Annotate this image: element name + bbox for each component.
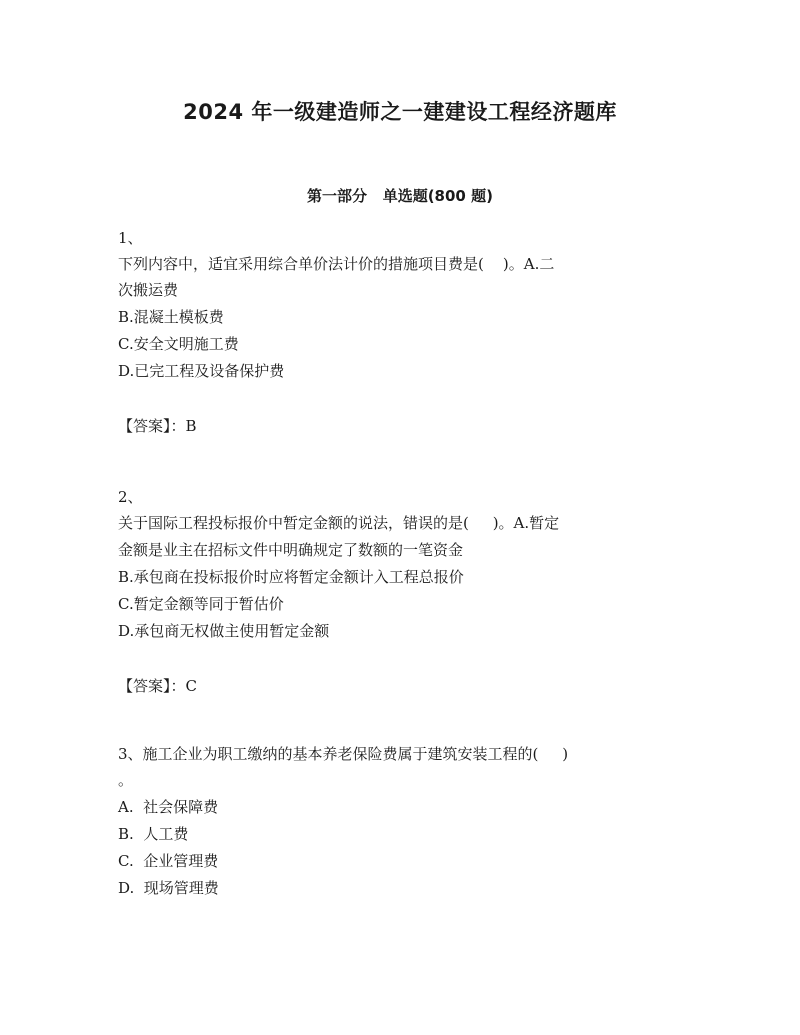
question-1-stem-line-1: 下列内容中，适宜采用综合单价法计价的措施项目费是( )。A.二 bbox=[118, 255, 555, 273]
question-3-option-c: C. 企业管理费 bbox=[118, 852, 219, 870]
question-2-option-c: C.暂定金额等同于暂估价 bbox=[118, 595, 284, 613]
section-title: 第一部分 单选题(800 题) bbox=[307, 187, 493, 205]
question-1-option-b: B.混凝土模板费 bbox=[118, 308, 224, 326]
question-2-option-d: D.承包商无权做主使用暂定金额 bbox=[118, 622, 330, 640]
question-1-answer: 【答案】：B bbox=[118, 417, 197, 435]
question-1-option-c: C.安全文明施工费 bbox=[118, 335, 239, 353]
question-2-answer: 【答案】：C bbox=[118, 677, 197, 695]
question-2-number: 2、 bbox=[118, 488, 143, 506]
question-3-option-a: A. 社会保障费 bbox=[118, 798, 219, 816]
question-3-option-d: D. 现场管理费 bbox=[118, 879, 219, 897]
question-1-option-d: D.已完工程及设备保护费 bbox=[118, 362, 285, 380]
question-3-stem-line-1: 3、施工企业为职工缴纳的基本养老保险费属于建筑安装工程的( ) bbox=[118, 745, 569, 763]
question-3-option-b: B. 人工费 bbox=[118, 825, 189, 843]
question-2-option-b: B.承包商在投标报价时应将暂定金额计入工程总报价 bbox=[118, 568, 464, 586]
question-2-stem-line-2: 金额是业主在招标文件中明确规定了数额的一笔资金 bbox=[118, 541, 464, 559]
document-title: 2024 年一级建造师之一建建设工程经济题库 bbox=[183, 100, 617, 124]
question-2-stem-line-1: 关于国际工程投标报价中暂定金额的说法，错误的是( )。A.暂定 bbox=[118, 514, 560, 532]
question-3-stem-line-2: 。 bbox=[118, 771, 134, 789]
question-1-stem-line-2: 次搬运费 bbox=[118, 281, 179, 299]
question-1-number: 1、 bbox=[118, 229, 143, 247]
